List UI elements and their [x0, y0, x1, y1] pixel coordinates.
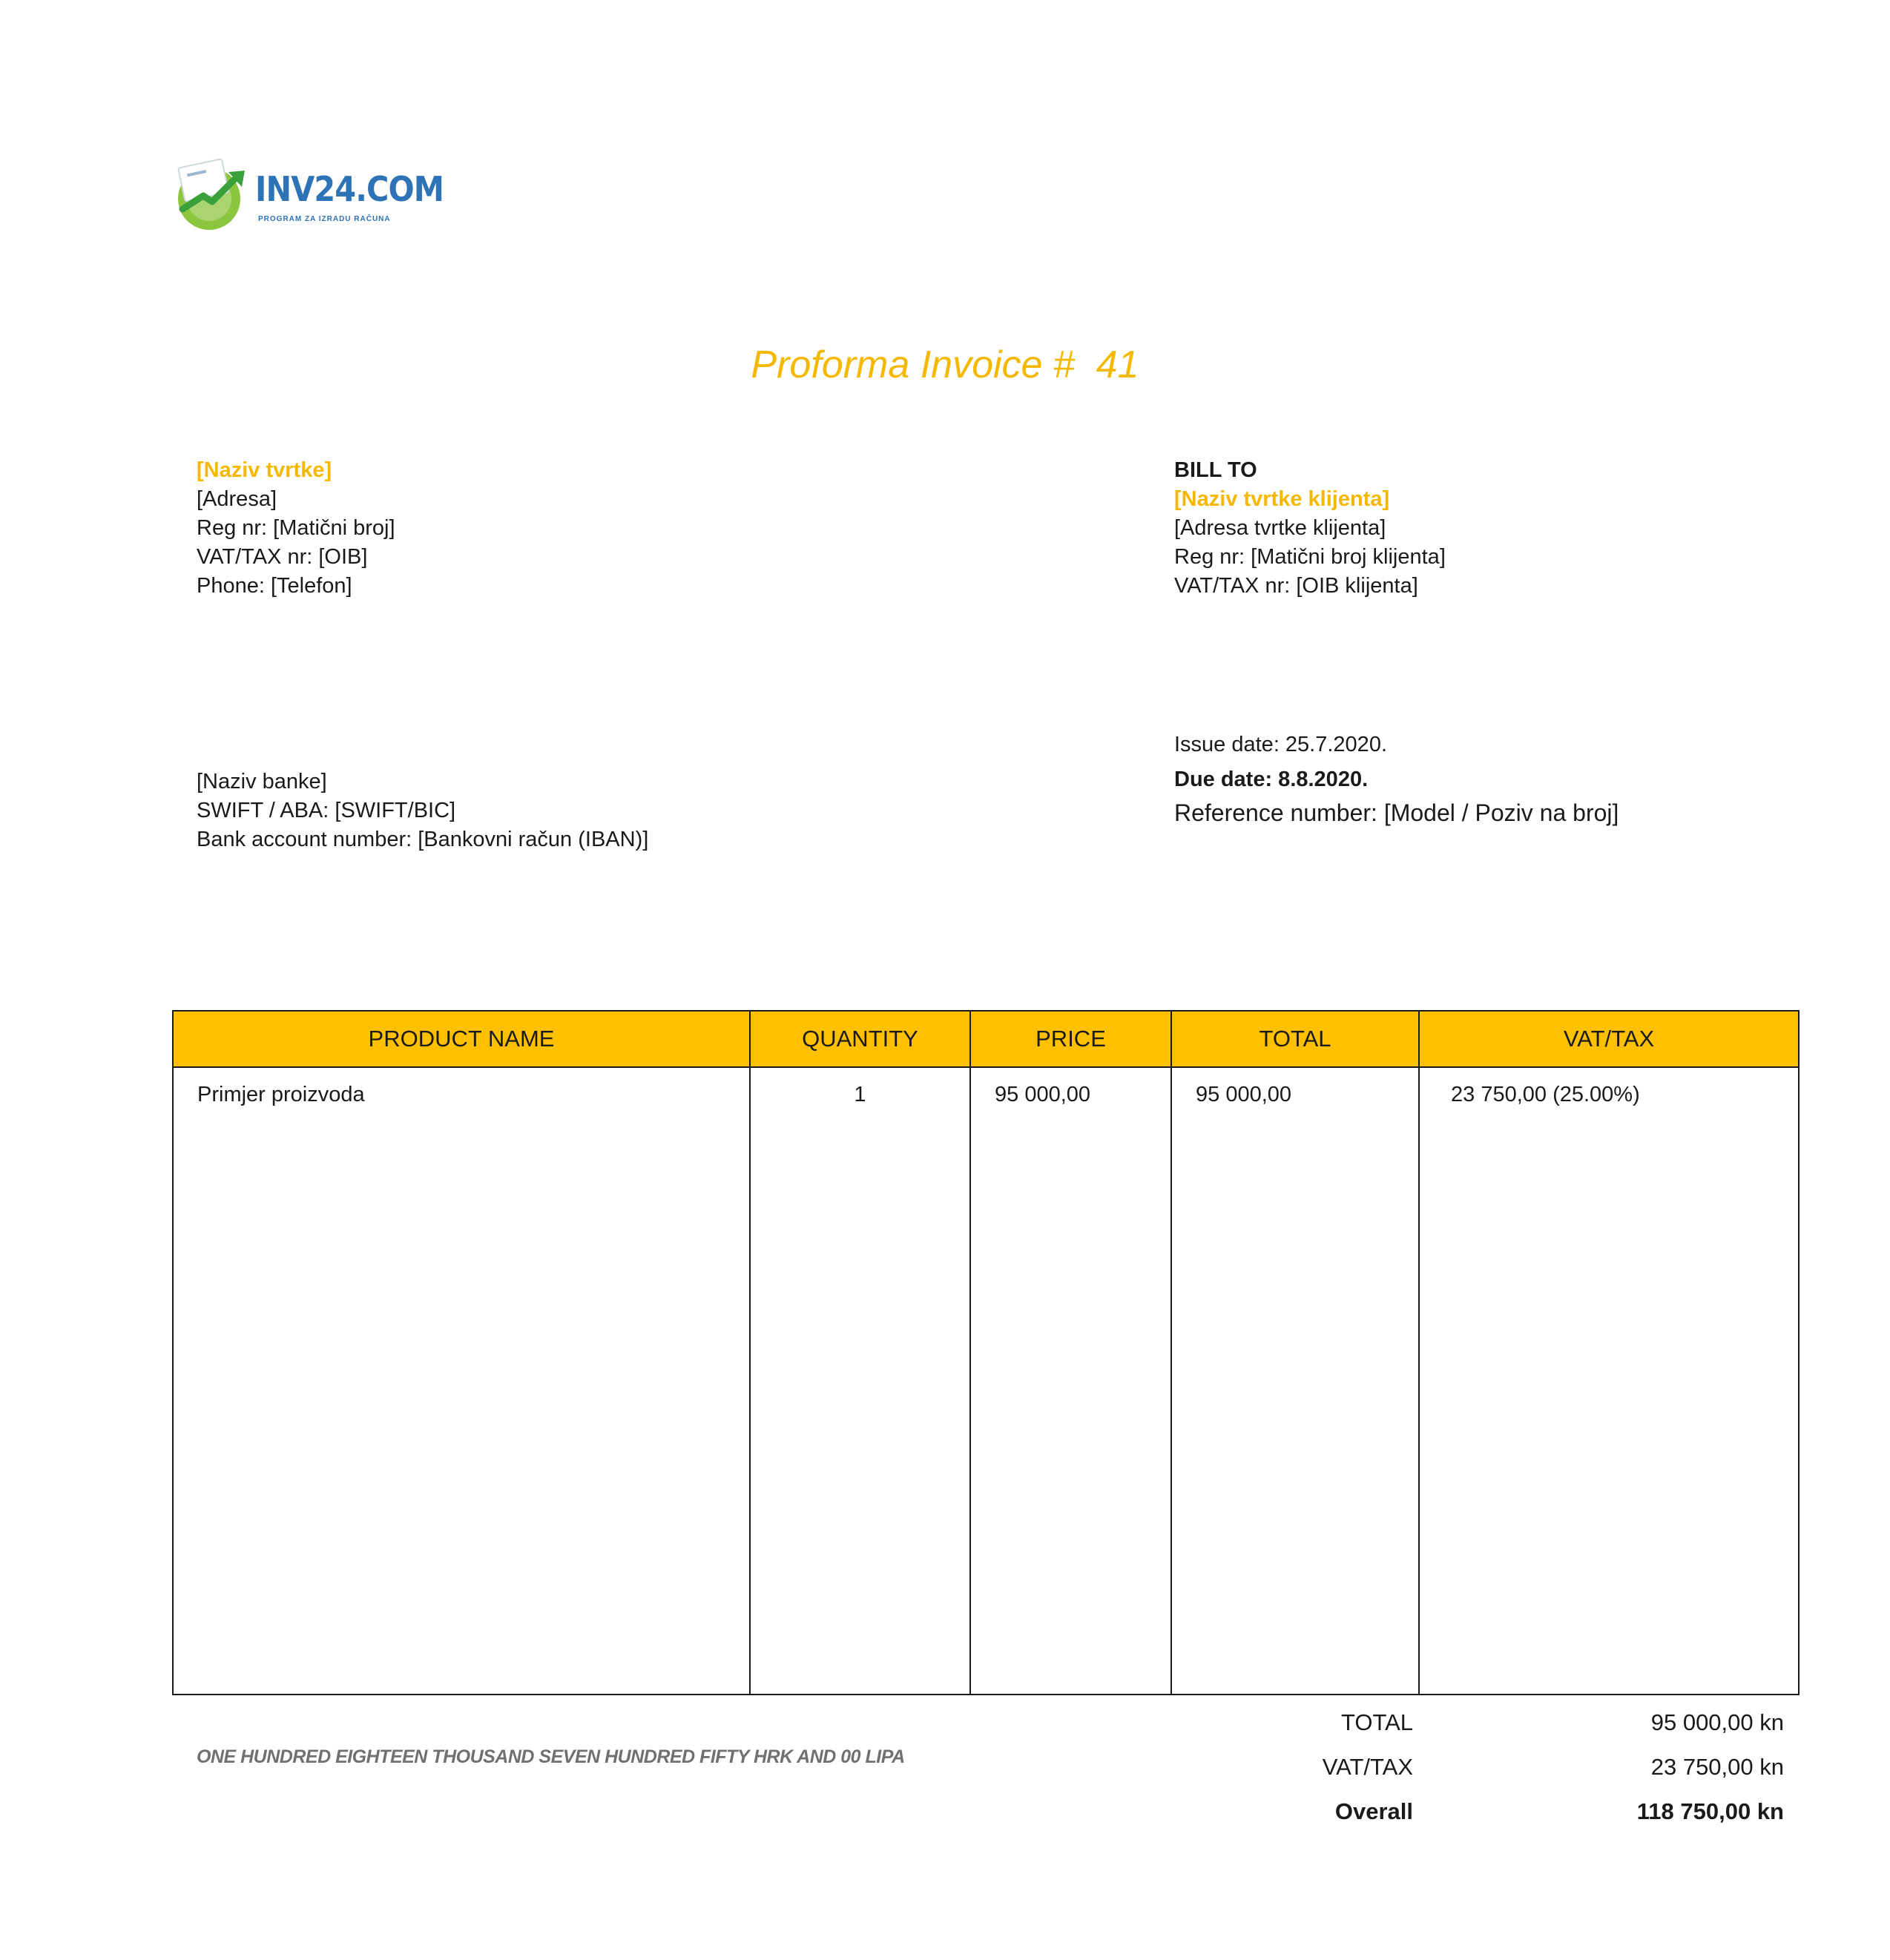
- invoice-dates: [1174, 730, 1619, 828]
- cell-product-name: Primjer proizvoda: [173, 1067, 750, 1107]
- invoice-title: Proforma Invoice # 41: [751, 343, 1139, 386]
- header-vat: VAT/TAX: [1419, 1011, 1799, 1067]
- logo-text: INV24.COM: [255, 169, 444, 209]
- filler-cell: [970, 1107, 1171, 1695]
- filler-cell: [173, 1107, 750, 1695]
- header-product-name: PRODUCT NAME: [173, 1011, 750, 1067]
- bank-account: Bank account number: [Bankovni račun (IBAN)]: [197, 828, 649, 851]
- logo-icon: [172, 157, 254, 231]
- logo-tagline: PROGRAM ZA IZRADU RAČUNA: [258, 215, 391, 223]
- table-filler-row: [173, 1107, 1799, 1695]
- bank-swift: SWIFT / ABA: [SWIFT/BIC]: [197, 799, 456, 822]
- overall-label: Overall: [1334, 1798, 1413, 1824]
- header-quantity: QUANTITY: [750, 1011, 970, 1067]
- filler-cell: [1171, 1107, 1419, 1695]
- overall-value: 118 750,00 kn: [1636, 1798, 1784, 1824]
- seller-phone: Phone: [Telefon]: [197, 574, 352, 598]
- seller-vat: VAT/TAX nr: [OIB]: [197, 545, 368, 569]
- buyer-company: [Naziv tvrtke klijenta]: [1174, 487, 1390, 511]
- amount-in-words: ONE HUNDRED EIGHTEEN THOUSAND SEVEN HUNDRED FIFTY HRK AND 00 LIPA: [197, 1746, 905, 1767]
- due-date: Due date: 8.8.2020.: [1174, 768, 1369, 791]
- bank-name: [Naziv banke]: [197, 770, 327, 793]
- seller-details: [197, 456, 395, 601]
- reference-number: Reference number: [Model / Poziv na broj]: [1174, 799, 1619, 826]
- buyer-vat: VAT/TAX nr: [OIB klijenta]: [1174, 574, 1418, 598]
- seller-reg: Reg nr: [Matični broj]: [197, 516, 395, 540]
- total-value: 95 000,00 kn: [1650, 1709, 1784, 1735]
- seller-address: [Adresa]: [197, 487, 277, 511]
- table-header-row: [173, 1011, 1799, 1067]
- items-table: [172, 1010, 1800, 1695]
- header-price: PRICE: [970, 1011, 1171, 1067]
- cell-quantity: 1: [750, 1067, 970, 1107]
- cell-price: 95 000,00: [970, 1067, 1171, 1107]
- bank-details: [197, 768, 648, 854]
- total-label: TOTAL: [1340, 1709, 1413, 1735]
- filler-cell: [1419, 1107, 1799, 1695]
- header-total: TOTAL: [1171, 1011, 1419, 1067]
- cell-vat: 23 750,00 (25.00%): [1419, 1067, 1799, 1107]
- filler-cell: [750, 1107, 970, 1695]
- bill-to-details: [1174, 456, 1446, 601]
- vat-value: 23 750,00 kn: [1650, 1754, 1784, 1780]
- buyer-reg: Reg nr: [Matični broj klijenta]: [1174, 545, 1446, 569]
- buyer-address: [Adresa tvrtke klijenta]: [1174, 516, 1386, 540]
- vat-label: VAT/TAX: [1322, 1754, 1413, 1780]
- company-logo: [172, 157, 444, 231]
- bill-to-heading: BILL TO: [1174, 458, 1257, 482]
- cell-total: 95 000,00: [1171, 1067, 1419, 1107]
- issue-date: Issue date: 25.7.2020.: [1174, 733, 1387, 756]
- seller-company: [Naziv tvrtke]: [197, 458, 332, 482]
- table-row: [173, 1067, 1799, 1107]
